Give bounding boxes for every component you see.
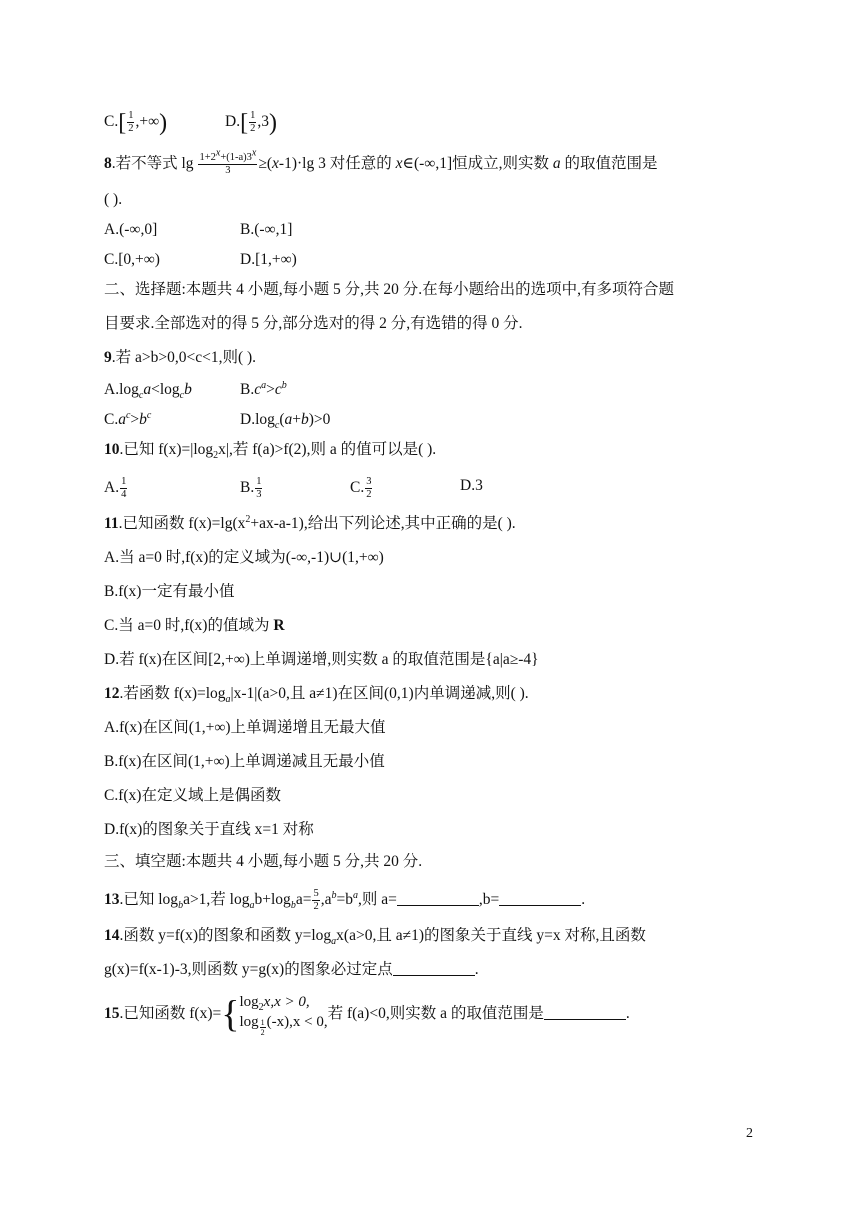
q9-options-cd [104, 409, 331, 432]
q8-option-d: D.[1,+∞) [240, 251, 297, 268]
q14-stem: 14.函数 y=f(x)的图象和函数 $y=\log_ax(a>0$,且 a≠1)的图象关于直线 y=x 对称,且函数 [104, 927, 646, 948]
q9-option-d: $D.\log_c(a+b)>0$ [240, 411, 331, 432]
q7-option-c: C.[ $\frac{1}{2}$ ,+∞) [104, 110, 168, 137]
section-2-heading-cont: 目要求.全部选对的得 5 分,部分选对的得 2 分,有选错的得 0 分. [104, 315, 523, 332]
q12-option-d: D.f(x)的图象关于直线 x=1 对称 [104, 821, 314, 838]
q15-piecewise: $\log_2x,x > 0$, log $_{\frac{1}{2}}$ (-x),x < 0, [239, 994, 328, 1038]
q12-option-a: A.f(x)在区间(1,+∞)上单调递增且无最大值 [104, 719, 386, 736]
answer-blank[interactable] [499, 891, 581, 906]
answer-blank[interactable] [544, 1005, 626, 1020]
q9-stem: 9.若 a>b>0,0<c<1,则( ). [104, 349, 257, 366]
q13-stem: 13.已知 $\log_ba>1$,若 $\log_ab+\log_ba=$ $\frac{5}{2}$ $,a^b=b^a$,则 a= ,b= . [104, 888, 586, 912]
q10-option-b: B. $\frac{1}{3}$ [240, 476, 262, 500]
q11-option-c: C.当 a=0 时,f(x)的值域为 R [104, 617, 285, 634]
q8-paren: ( ). [104, 191, 123, 208]
q8-options-cd [104, 250, 297, 270]
q9-options-ab [104, 379, 287, 402]
q10-option-c: C. $\frac{3}{2}$ [350, 476, 372, 500]
q10-options [104, 476, 483, 501]
q8-stem: 8.若不等式 lg $\frac{1+2^x+(1-a)3^x}{3}$ ≥(x-1)·lg 3 对任意的 x∈(-∞,1]恒成立,则实数 a 的取值范围是 [104, 147, 658, 176]
q11-option-d: D.若 f(x)在区间[2,+∞)上单调递增,则实数 a 的取值范围是{a|a≥-4} [104, 651, 539, 668]
q8-option-c: C.[0,+∞) [104, 251, 160, 268]
q11-option-b: B.f(x)一定有最小值 [104, 583, 235, 600]
answer-blank[interactable] [397, 891, 479, 906]
q15-stem: 15.已知函数 f(x)={ $\log_2x,x > 0$, log $_{\frac{1}{2}}$ (-x),x < 0, 若 f(a)<0,则实数 a 的取值范围是 . [104, 993, 630, 1038]
q11-option-a: A.当 a=0 时,f(x)的定义域为(-∞,-1)∪(1,+∞) [104, 549, 384, 566]
q12-option-b: B.f(x)在区间(1,+∞)上单调递减且无最小值 [104, 753, 385, 770]
q8-option-a: A.(-∞,0] [104, 221, 158, 238]
q8-fraction: $\frac{1+2^x+(1-a)3^x}{3}$ [199, 147, 257, 176]
q14-stem-cont: g(x)=f(x-1)-3,则函数 y=g(x)的图象必过定点 . [104, 961, 479, 978]
q7-options-cd [104, 110, 277, 135]
q12-option-c: C.f(x)在定义域上是偶函数 [104, 787, 281, 804]
section-3-heading: 三、填空题:本题共 4 小题,每小题 5 分,共 20 分. [104, 853, 423, 870]
q10-stem: 10.已知 $f(x)=|\log_2x|$,若 f(a)>f(2),则 a 的值可以是( ). [104, 441, 437, 462]
q7-option-d: D.[ $\frac{1}{2}$ ,3) [225, 110, 277, 137]
q8-option-b: B.(-∞,1] [240, 221, 293, 238]
q9-option-a: $A.\log_ca<\log_cb$ [104, 381, 192, 402]
answer-blank[interactable] [393, 961, 475, 976]
q10-option-d: D.3 [460, 477, 483, 494]
q11-stem: 11.已知函数 $f(x)=\lg(x^2+ax-a-1)$,给出下列论述,其中正确的是( ). [104, 513, 516, 532]
q12-stem: 12.若函数 $f(x)=\log_a|x-1|(a>0$,且 a≠1)在区间(0,1)内单调递减,则( ). [104, 685, 529, 706]
q10-option-a: A. $\frac{1}{4}$ [104, 476, 127, 500]
q8-options-ab [104, 220, 293, 240]
q9-option-c: $C.a^c>b^c$ [104, 409, 152, 428]
q9-option-b: $B.c^a>c^b$ [240, 379, 287, 398]
section-2-heading: 二、选择题:本题共 4 小题,每小题 5 分,共 20 分.在每小题给出的选项中,有多项符合题 [104, 281, 675, 298]
page-number: 2 [746, 1126, 753, 1141]
